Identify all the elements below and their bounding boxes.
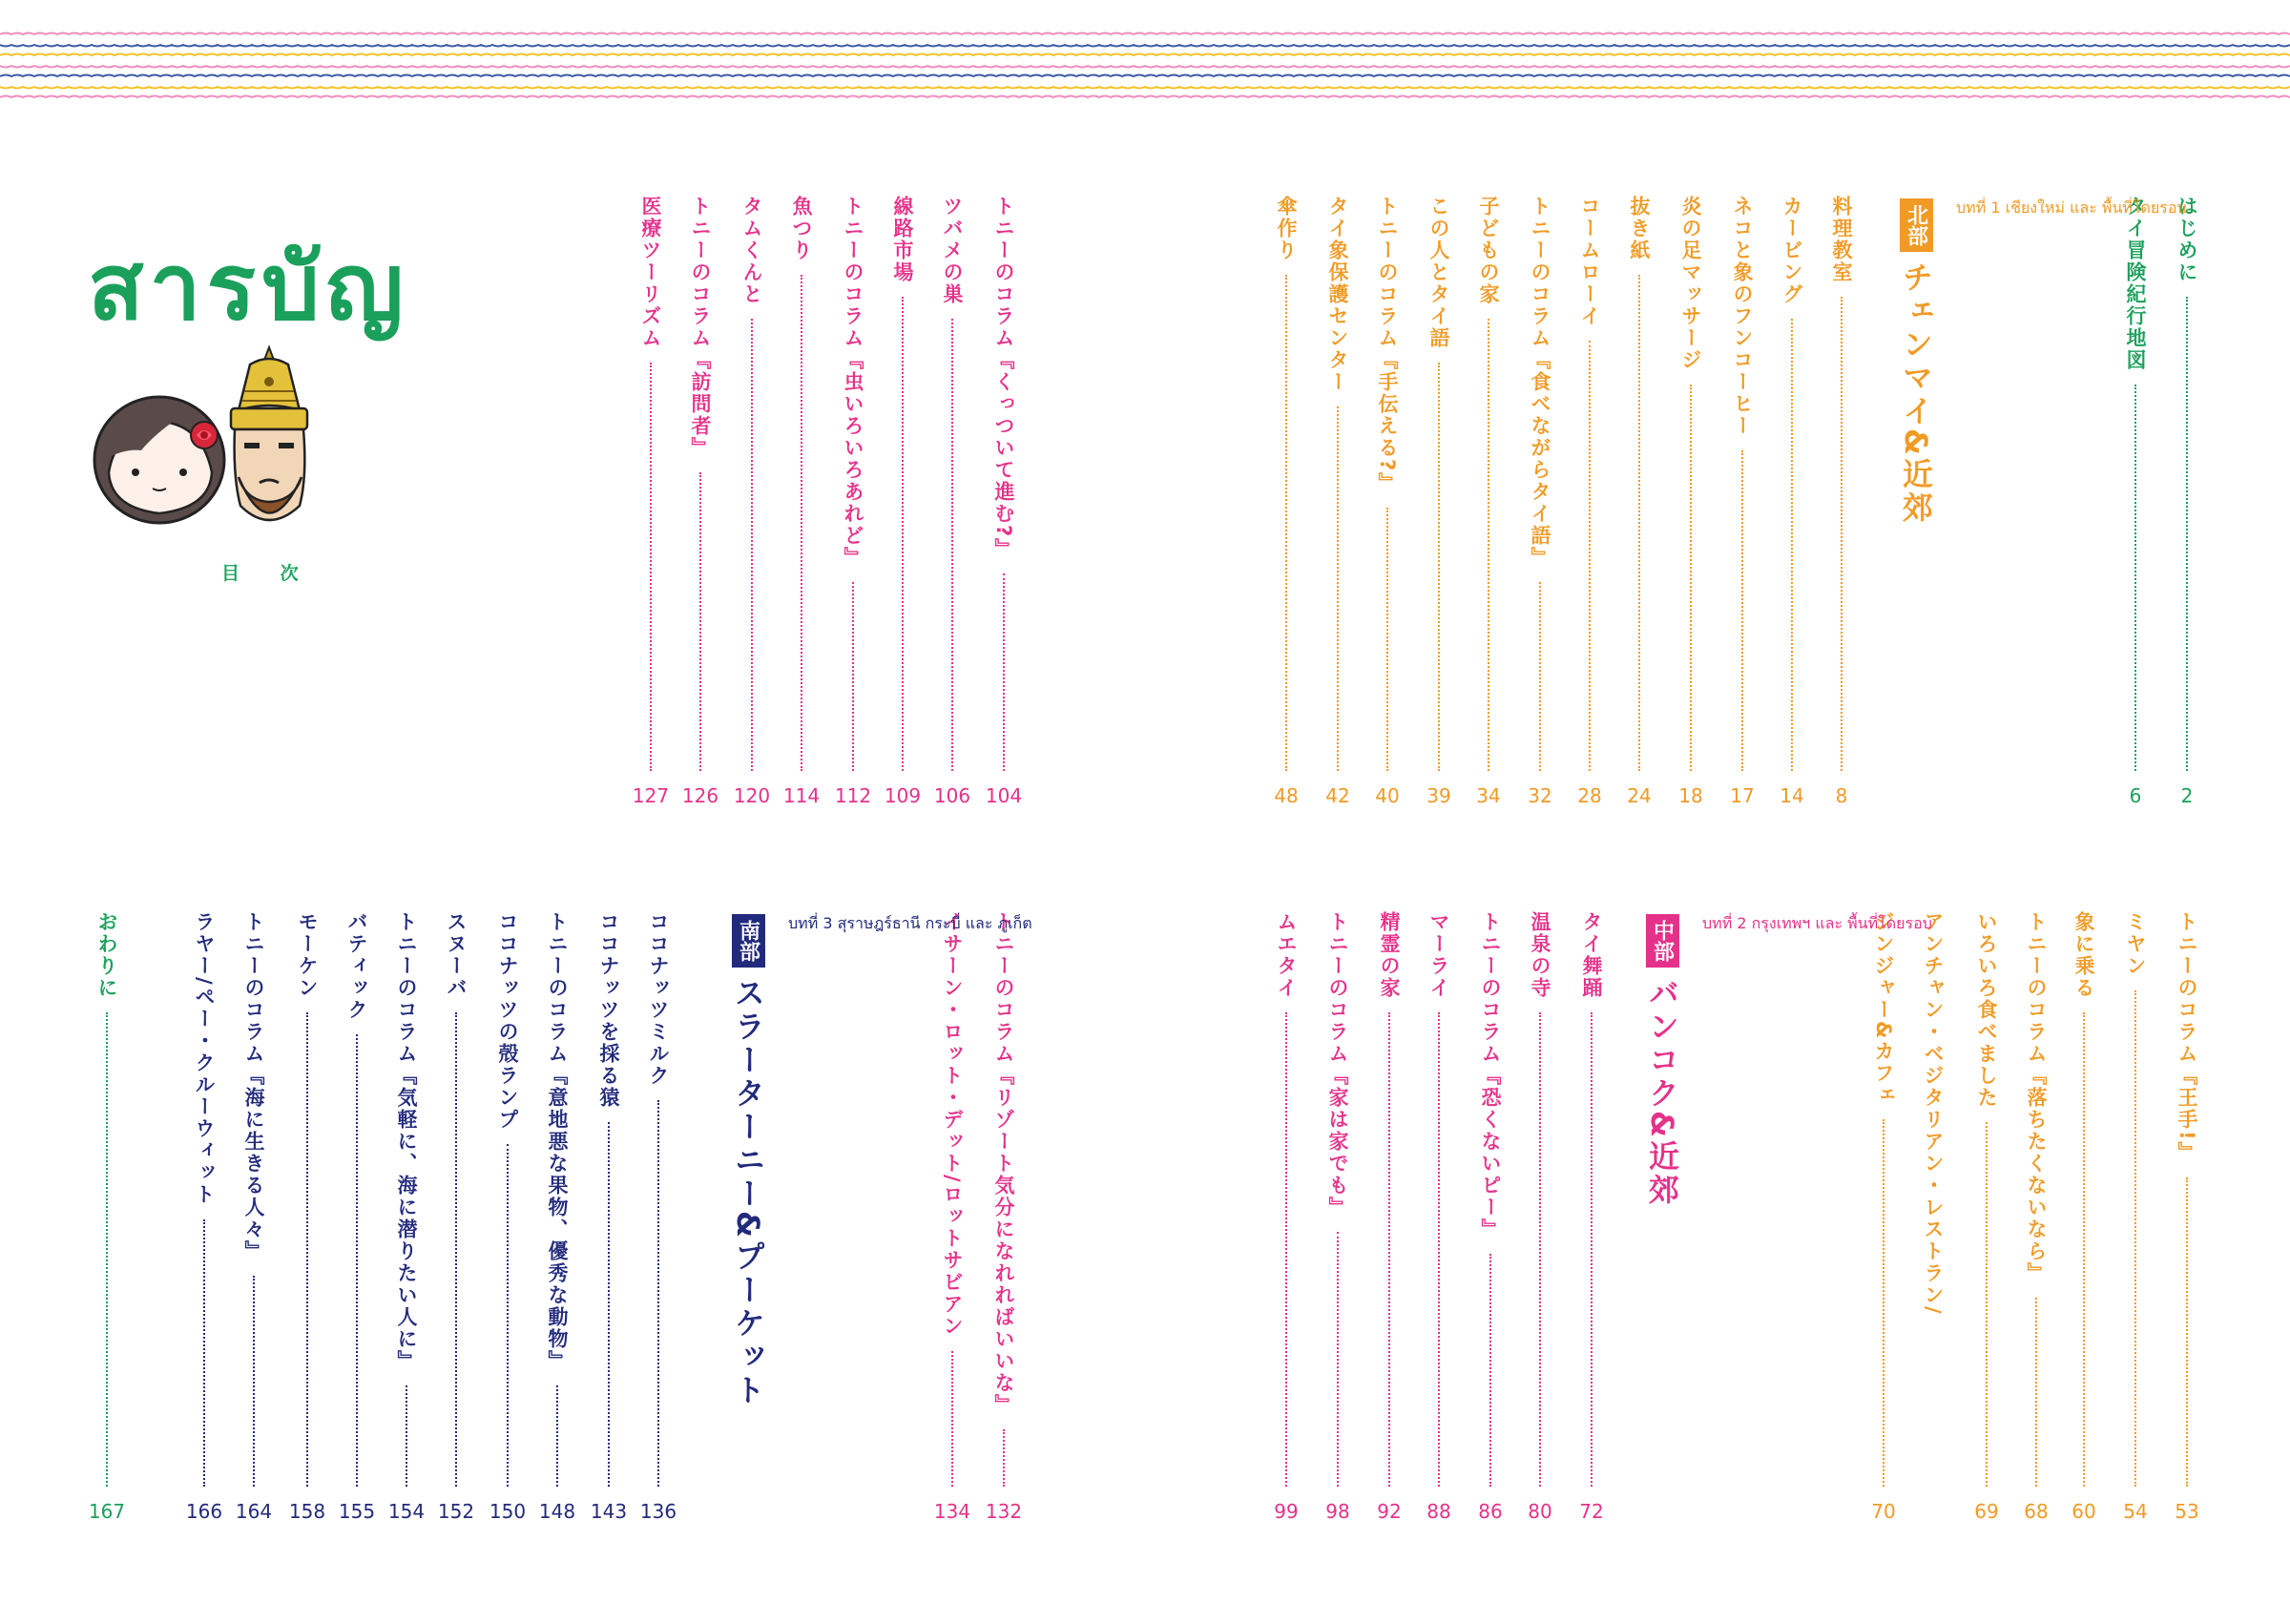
leader-dots [1791, 319, 1793, 771]
page-number: 104 [985, 784, 1023, 807]
toc-entry[interactable] [1969, 911, 2004, 1487]
yellow-wave-line [0, 54, 2290, 56]
blue-wave-line [0, 75, 2290, 77]
page-number: 28 [1577, 784, 1602, 807]
leader-dots [1589, 341, 1591, 771]
page-title: สารบัญ [88, 234, 409, 341]
toc-entry[interactable] [389, 911, 424, 1487]
page-number: 106 [933, 784, 971, 807]
leader-dots [507, 1144, 509, 1487]
toc-entry-title: 抜き紙 [1628, 196, 1651, 261]
toc-entry-title: コームローイ [1578, 196, 1601, 327]
page-number: 164 [235, 1500, 273, 1523]
section-label-badge: 南部 [732, 914, 765, 968]
toc-entry-title: ネコと象のフンコーヒー [1731, 196, 1754, 437]
toc-entry-title: 線路市場 [891, 196, 914, 283]
leader-dots [1003, 573, 1005, 771]
toc-entry-title: トニーのコラム『王手!』 [2176, 911, 2198, 1164]
toc-entry-title: 傘作り [1275, 196, 1298, 261]
leader-dots [455, 1012, 457, 1487]
page-number: 126 [681, 784, 719, 807]
leader-dots [1986, 1122, 1988, 1487]
leader-dots [657, 1100, 659, 1487]
toc-entry[interactable] [987, 911, 1021, 1487]
toc-entry[interactable] [187, 911, 221, 1487]
toc-entry[interactable] [1622, 196, 1656, 771]
toc-entry-title: いろいろ食べました [1975, 911, 1998, 1109]
toc-entry[interactable] [2118, 911, 2153, 1487]
toc-entry-title: ココナッツの殻ランプ [496, 911, 519, 1131]
leader-dots [902, 297, 904, 771]
page-number: 2 [2180, 784, 2194, 807]
toc-entry[interactable] [1866, 911, 1901, 1487]
toc-entry-title: マーライ [1427, 911, 1450, 999]
toc-entry[interactable] [1824, 196, 1859, 771]
pink-wave-line [0, 96, 2290, 98]
pink-wave-line [0, 33, 2290, 35]
page-number: 39 [1426, 784, 1451, 807]
toc-entry[interactable] [1572, 196, 1607, 771]
toc-entry[interactable] [784, 196, 819, 771]
toc-entry-title: 料理教室 [1830, 196, 1853, 283]
leader-dots [650, 363, 652, 771]
toc-entry[interactable] [290, 911, 324, 1487]
page-subtitle: 目 次 [221, 563, 316, 584]
thai-king-mask-icon [231, 347, 307, 520]
toc-entry[interactable] [885, 196, 920, 771]
toc-entry[interactable] [1471, 196, 1506, 771]
toc-entry[interactable] [1372, 911, 1406, 1487]
toc-entry-title: タイ冒険紀行地図 [2124, 196, 2147, 371]
toc-entry[interactable] [2067, 911, 2101, 1487]
toc-entry[interactable] [1674, 196, 1708, 771]
page-number: 54 [2123, 1500, 2148, 1523]
leader-dots [406, 1385, 407, 1487]
page-number: 18 [1678, 784, 1703, 807]
page-number: 99 [1274, 1500, 1299, 1523]
toc-entry[interactable] [1523, 196, 1557, 771]
page-number: 17 [1730, 784, 1755, 807]
leader-dots [1388, 1012, 1390, 1487]
page-number: 143 [590, 1500, 628, 1523]
section-name: スラーターニー&プーケット [730, 977, 766, 1407]
page-number: 70 [1871, 1500, 1896, 1523]
toc-entry[interactable] [1725, 196, 1759, 771]
leader-dots [1489, 1254, 1491, 1487]
toc-entry-title: トニーのコラム『訪問者』 [689, 196, 712, 459]
toc-entry-title: トニーのコラム『意地悪な果物、優秀な動物』 [546, 911, 569, 1372]
leader-dots [1539, 1012, 1541, 1487]
section-thai-subtitle: บทที่ 3 สุราษฎร์ธานี กระบี่ และ ภูเก็ต [788, 914, 1032, 932]
page-number: 150 [489, 1500, 527, 1523]
leader-dots [1438, 363, 1440, 771]
leader-dots [951, 1351, 953, 1487]
toc-entry[interactable] [935, 911, 969, 1487]
toc-entry-title: モーケン [296, 911, 319, 999]
toc-entry-title: トニーのコラム『リゾート気分になれればいいな』 [992, 911, 1015, 1416]
toc-entry-title: イサーン・ロット・デット/ロットサビアン [941, 911, 964, 1338]
toc-entry[interactable] [1269, 911, 1303, 1487]
leader-dots [356, 1034, 358, 1487]
toc-entry[interactable] [1916, 911, 1950, 1487]
toc-entry-title: ジンジャー&カフェ [1872, 911, 1895, 1107]
page-number: 92 [1377, 1500, 1402, 1523]
page-number: 60 [2071, 1500, 2096, 1523]
toc-entry-title: ムエタイ [1275, 911, 1298, 999]
page-number: 154 [387, 1500, 426, 1523]
toc-entry-title: 炎の足マッサージ [1679, 196, 1702, 371]
toc-entry-title: はじめに [2176, 196, 2198, 283]
page-number: 32 [1528, 784, 1552, 807]
page-number: 40 [1375, 784, 1400, 807]
section-label-badge: 中部 [1646, 914, 1679, 968]
leader-dots [1539, 582, 1541, 771]
girl-with-flower-icon [94, 397, 224, 523]
toc-entry[interactable] [1321, 196, 1355, 771]
leader-dots [1741, 450, 1743, 771]
toc-entry-title: ツバメの巣 [941, 196, 964, 305]
toc-entry-title: トニーのコラム『落ちたくないなら』 [2025, 911, 2048, 1284]
toc-entry[interactable] [340, 911, 374, 1487]
toc-entry[interactable] [1775, 196, 1809, 771]
toc-entry-title: タイ象保護センター [1326, 196, 1349, 393]
toc-entry-title: トニーのコラム『くっついて進む?』 [992, 196, 1015, 561]
toc-entry[interactable] [540, 911, 574, 1487]
leader-dots [1638, 275, 1640, 771]
page-number: 109 [884, 784, 922, 807]
toc-entry-title: 子どもの家 [1477, 196, 1500, 305]
section-label-badge: 北部 [1900, 198, 1933, 252]
section-header [1897, 198, 1935, 525]
toc-entry-title: アンチャン・ベジタリアン・レストラン/ [1922, 911, 1945, 1316]
toc-entry-title: ラヤー/ペー・クルーウィット [193, 911, 216, 1206]
page-number: 68 [2024, 1500, 2049, 1523]
toc-entry[interactable] [90, 911, 124, 1487]
leader-dots [1841, 297, 1842, 771]
leader-dots [699, 472, 701, 771]
page-number: 155 [338, 1500, 376, 1523]
toc-entry-title: トニーのコラム『手伝える?』 [1376, 196, 1399, 495]
section-header [729, 914, 767, 1407]
page-number: 53 [2175, 1500, 2199, 1523]
leader-dots [2134, 385, 2136, 771]
pink-wave-line [0, 66, 2290, 68]
toc-entry[interactable] [1422, 911, 1456, 1487]
toc-entry-title: タムくんと [740, 196, 763, 305]
page-number: 34 [1476, 784, 1501, 807]
toc-entry-title: バティック [345, 911, 368, 1021]
toc-entry[interactable] [2118, 196, 2153, 771]
leader-dots [1285, 1012, 1287, 1487]
toc-entry[interactable] [987, 196, 1021, 771]
page-number: 80 [1528, 1500, 1552, 1523]
toc-entry[interactable] [2170, 911, 2204, 1487]
leader-dots [253, 1276, 255, 1487]
leader-dots [106, 1012, 108, 1487]
toc-entry[interactable] [237, 911, 271, 1487]
leader-dots [1591, 1012, 1593, 1487]
toc-entry-title: 温泉の寺 [1529, 911, 1551, 999]
section-thai-subtitle: บทที่ 2 กรุงเทพฯ และ พื้นที่โดยรอบ [1702, 914, 1932, 932]
toc-entry-title: ミヤン [2124, 911, 2147, 977]
page-number: 6 [2129, 784, 2142, 807]
page-number: 86 [1478, 1500, 1503, 1523]
page-number: 114 [782, 784, 821, 807]
page-number: 112 [834, 784, 872, 807]
leader-dots [2083, 1012, 2085, 1487]
toc-entry-title: トニーのコラム『気軽に、海に潜りたい人に』 [395, 911, 418, 1372]
page-number: 98 [1325, 1500, 1350, 1523]
toc-entry-title: 精霊の家 [1378, 911, 1401, 999]
leader-dots [2186, 1177, 2188, 1487]
wave-border [0, 27, 2290, 122]
toc-entry-title: 魚つり [790, 196, 813, 261]
page-number: 69 [1974, 1500, 1999, 1523]
page-number: 127 [632, 784, 670, 807]
leader-dots [1438, 1012, 1440, 1487]
page-number: 166 [185, 1500, 223, 1523]
section-thai-subtitle: บทที่ 1 เชียงใหม่ และ พื้นที่โดยรอบ [1956, 198, 2187, 217]
toc-entry[interactable] [1473, 911, 1508, 1487]
leader-dots [751, 319, 753, 771]
toc-entry-title: トニーのコラム『家は家でも』 [1326, 911, 1349, 1218]
page-number: 72 [1579, 1500, 1604, 1523]
leader-dots [1337, 1232, 1339, 1487]
leader-dots [306, 1012, 308, 1487]
leader-dots [1883, 1119, 1884, 1487]
toc-entry[interactable] [935, 196, 969, 771]
toc-entry[interactable] [2170, 196, 2204, 771]
toc-entry-title: 象に乗る [2072, 911, 2095, 999]
toc-entry-title: トニーのコラム『食べながらタイ語』 [1529, 196, 1551, 569]
leader-dots [556, 1385, 558, 1487]
toc-entry[interactable] [1269, 196, 1303, 771]
page-number: 8 [1835, 784, 1848, 807]
toc-entry-title: この人とタイ語 [1427, 196, 1450, 349]
toc-entry-title: 医療ツーリズム [639, 196, 662, 349]
toc-entry-title: トニーのコラム『虫いろいろあれど』 [842, 196, 864, 569]
toc-entry[interactable] [1370, 196, 1405, 771]
toc-entry[interactable] [1523, 911, 1557, 1487]
leader-dots [1003, 1429, 1005, 1487]
toc-entry[interactable] [641, 911, 676, 1487]
leader-dots [2186, 297, 2188, 771]
page-number: 132 [985, 1500, 1023, 1523]
toc-entry-title: カービング [1780, 196, 1803, 305]
toc-entry[interactable] [439, 911, 473, 1487]
page-number: 136 [639, 1500, 677, 1523]
yellow-wave-line [0, 87, 2290, 89]
leader-dots [608, 1122, 610, 1487]
toc-entry[interactable] [490, 911, 525, 1487]
toc-entry-title: ココナッツミルク [647, 911, 670, 1087]
leader-dots [2035, 1298, 2037, 1487]
toc-entry[interactable] [634, 196, 668, 771]
toc-entry[interactable] [592, 911, 626, 1487]
toc-entry-title: おわりに [95, 911, 118, 999]
page-number: 48 [1274, 784, 1299, 807]
page-number: 148 [538, 1500, 576, 1523]
page-number: 24 [1627, 784, 1652, 807]
page-number: 120 [733, 784, 771, 807]
toc-entry[interactable] [1574, 911, 1609, 1487]
leader-dots [852, 582, 854, 771]
leader-dots [801, 275, 802, 771]
leader-dots [1337, 406, 1339, 771]
toc-entry[interactable] [1422, 196, 1456, 771]
section-name: チェンマイ&近郊 [1898, 261, 1934, 525]
page-number: 167 [88, 1500, 126, 1523]
blue-wave-line [0, 45, 2290, 47]
page-number: 14 [1780, 784, 1804, 807]
toc-entry-title: ココナッツを採る猿 [597, 911, 620, 1109]
leader-dots [203, 1219, 205, 1487]
leader-dots [1386, 508, 1388, 771]
mascot-illustration [88, 344, 336, 553]
toc-entry[interactable] [735, 196, 769, 771]
toc-entry-title: トニーのコラム『海に生きる人々』 [242, 911, 265, 1262]
toc-entry[interactable] [2019, 911, 2053, 1487]
page-number: 134 [933, 1500, 971, 1523]
leader-dots [2134, 990, 2136, 1487]
leader-dots [1488, 319, 1489, 771]
leader-dots [951, 319, 953, 771]
page-number: 42 [1325, 784, 1350, 807]
toc-entry[interactable] [683, 196, 718, 771]
toc-entry-title: タイ舞踊 [1580, 911, 1603, 999]
section-name: バンコク&近郊 [1644, 977, 1680, 1207]
toc-entry[interactable] [836, 196, 870, 771]
page-number: 152 [437, 1500, 475, 1523]
toc-entry-title: トニーのコラム『恐くないピー』 [1479, 911, 1502, 1240]
page-number: 158 [288, 1500, 326, 1523]
toc-entry-title: スヌーバ [445, 911, 468, 999]
section-header [1643, 914, 1681, 1207]
leader-dots [1690, 385, 1692, 771]
page-number: 88 [1426, 1500, 1451, 1523]
leader-dots [1285, 275, 1287, 771]
toc-entry[interactable] [1321, 911, 1355, 1487]
